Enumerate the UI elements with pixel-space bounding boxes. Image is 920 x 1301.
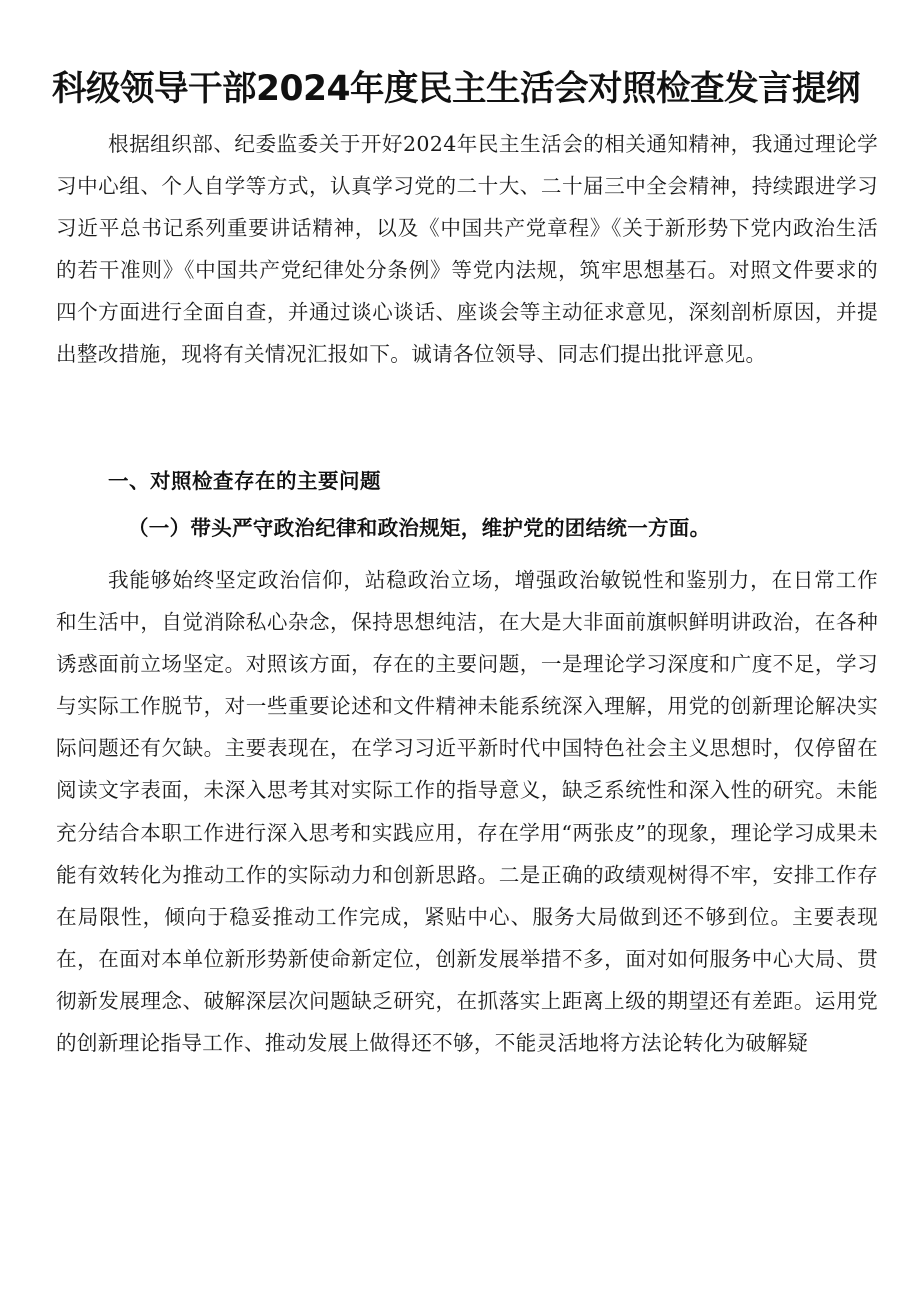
subsection-heading: （一）带头严守政治纪律和政治规矩，维护党的团结统一方面。	[128, 516, 711, 540]
section-heading: 一、对照检查存在的主要问题	[108, 469, 381, 493]
intro-paragraph: 根据组织部、纪委监委关于开好2024年民主生活会的相关通知精神，我通过理论学习中心组、个人自学等方式，认真学习党的二十大、二十届三中全会精神，持续跟进学习习近平总书记系列重要讲话精神，以及《中国共产党章程》《关于新形势下党内政治生活的若干准则》《中国共产党纪律处分条例》等党内法规，筑牢思想基石。对照文件要求的四个方面进行全面自查，并通过谈心谈话、座谈会等主动征求意见，深刻剖析原因，并提出整改措施，现将有关情况汇报如下。诚请各位领导、同志们提出批评意见。	[56, 132, 878, 367]
document-title: 科级领导干部2024年度民主生活会对照检查发言提纲	[52, 69, 861, 109]
body-paragraph: 我能够始终坚定政治信仰，站稳政治立场，增强政治敏锐性和鉴别力，在日常工作和生活中，自觉消除私心杂念，保持思想纯洁，在大是大非面前旗帜鲜明讲政治，在各种诱惑面前立场坚定。对照该方面，存在的主要问题，一是理论学习深度和广度不足，学习与实际工作脱节，对一些重要论述和文件精神未能系统深入理解，用党的创新理论解决实际问题还有欠缺。主要表现在，在学习习近平新时代中国特色社会主义思想时，仅停留在阅读文字表面，未深入思考其对实际工作的指导意义，缺乏系统性和深入性的研究。未能充分结合本职工作进行深入思考和实践应用，存在学用“两张皮”的现象，理论学习成果未能有效转化为推动工作的实际动力和创新思路。二是正确的政绩观树得不牢，安排工作存在局限性，倾向于稳妥推动工作完成，紧贴中心、服务大局做到还不够到位。主要表现在，在面对本单位新形势新使命新定位，创新发展举措不多，面对如何服务中心大局、贯彻新发展理念、破解深层次问题缺乏研究，在抓落实上距离上级的期望还有差距。运用党的创新理论指导工作、推动发展上做得还不够，不能灵活地将方法论转化为破解疑	[56, 568, 878, 1056]
